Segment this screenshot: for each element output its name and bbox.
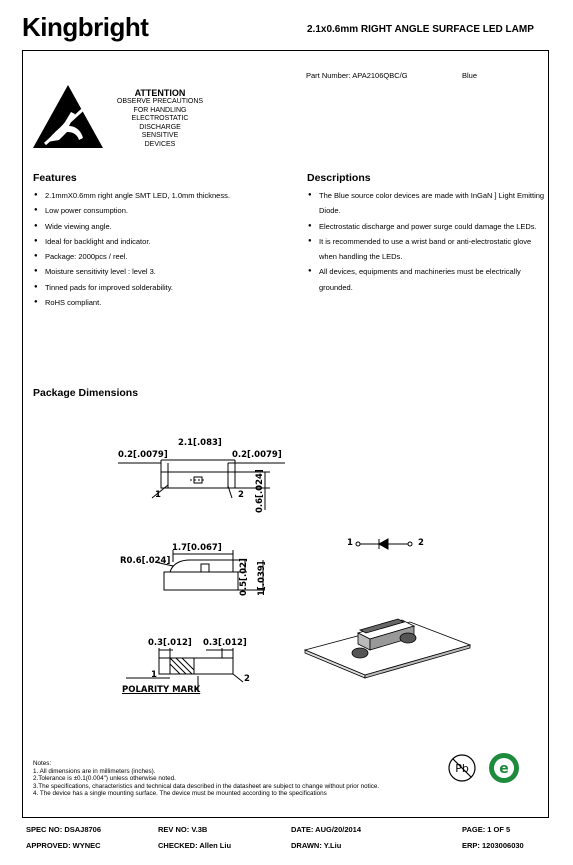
attention-title: ATTENTION xyxy=(134,88,186,98)
approved-by: APPROVED: WYNEC xyxy=(26,841,101,850)
attention-line: FOR HANDLING xyxy=(133,106,187,114)
isometric-view-drawing xyxy=(300,600,475,680)
dim-lens-width: 1.7[0.067] xyxy=(172,543,222,553)
spec-number: SPEC NO: DSAJ8706 xyxy=(26,825,102,834)
esd-warning-icon xyxy=(31,82,105,152)
list-item: ● RoHS compliant. xyxy=(33,295,293,310)
pin-2-label: 2 xyxy=(238,490,244,500)
part-number: Part Number: APA2106QBC/G xyxy=(306,71,408,80)
list-item: ● The Blue source color devices are made with InGaN ] Light Emitting Diode. xyxy=(307,188,547,219)
notes-heading: Notes: xyxy=(33,760,52,767)
drawn-by: DRAWN: Y.Liu xyxy=(291,841,342,850)
dim-total-height: 1[.039] xyxy=(257,561,267,596)
list-item: ● Package: 2000pcs / reel. xyxy=(33,249,293,264)
list-item: ● All devices, equipments and machineries must be electrically grounded. xyxy=(307,264,547,295)
package-heading: Package Dimensions xyxy=(33,387,139,399)
note-line: 3.The specifications, characteristics and technical data described in the datasheet are subject to change without prior notice. xyxy=(33,782,380,790)
dim-left-margin: 0.2[.0079] xyxy=(118,450,168,460)
brand-logo: Kingbright xyxy=(22,12,149,42)
list-item: ● Ideal for backlight and indicator. xyxy=(33,234,293,249)
notes-block xyxy=(33,760,379,798)
dim-lens-height: 0.5[.02] xyxy=(239,558,249,596)
part-color: Blue xyxy=(462,71,478,80)
rohs-icon xyxy=(487,751,521,785)
dim-width-top: 2.1[.083] xyxy=(178,438,222,448)
erp-number: ERP: 1203006030 xyxy=(462,841,524,850)
dim-pad-left: 0.3[.012] xyxy=(148,638,192,648)
features-heading: Features xyxy=(33,172,77,184)
list-item: ● Low power consumption. xyxy=(33,203,293,218)
dim-radius: R0.6[.024] xyxy=(120,556,171,566)
dim-pad-right: 0.3[.012] xyxy=(203,638,247,648)
dim-right-margin: 0.2[.0079] xyxy=(232,450,282,460)
list-item: ● It is recommended to use a wrist band or anti-electrostatic glove when handling the LEDs. xyxy=(307,234,547,265)
page-indicator: PAGE: 1 OF 5 xyxy=(462,825,511,834)
list-item: ● 2.1mmX0.6mm right angle SMT LED, 1.0mm thickness. xyxy=(33,188,293,203)
list-item: ● Electrostatic discharge and power surge could damage the LEDs. xyxy=(307,219,547,234)
schematic-pin-2: 2 xyxy=(418,538,424,548)
list-item: ● Tinned pads for improved solderability. xyxy=(33,280,293,295)
document-title: 2.1x0.6mm RIGHT ANGLE SURFACE LED LAMP xyxy=(307,24,534,35)
checked-by: CHECKED: Allen Liu xyxy=(158,841,232,850)
attention-line: SENSITIVE xyxy=(141,132,179,140)
attention-line: OBSERVE PRECAUTIONS xyxy=(116,98,204,105)
note-line: 1. All dimensions are in millimeters (inches). xyxy=(33,767,156,775)
list-item: ● Moisture sensitivity level : level 3. xyxy=(33,264,293,279)
bottom-pin-2-label: 2 xyxy=(244,674,250,684)
rohs-text: e xyxy=(499,761,509,777)
attention-line: DISCHARGE xyxy=(139,123,181,131)
lead-free-icon xyxy=(446,752,478,784)
note-line: 2.Tolerance is ±0.1(0.004") unless otherwise noted. xyxy=(33,775,176,783)
features-list xyxy=(33,188,293,310)
schematic-pin-1: 1 xyxy=(347,538,353,548)
document-date: DATE: AUG/20/2014 xyxy=(291,825,362,834)
revision-number: REV NO: V.3B xyxy=(158,825,208,834)
attention-line: DEVICES xyxy=(144,140,176,148)
note-line: 4. The device has a single mounting surface. The device must be mounted according to the specifications xyxy=(33,790,327,798)
bottom-pin-1-label: 1 xyxy=(151,670,157,680)
polarity-mark-label: POLARITY MARK xyxy=(122,685,201,695)
pin-1-label: 1 xyxy=(155,490,161,500)
list-item: ● Wide viewing angle. xyxy=(33,219,293,234)
attention-text xyxy=(108,98,212,150)
dim-height-side: 0.6[.024] xyxy=(255,469,265,513)
descriptions-list xyxy=(307,188,547,295)
lead-free-text: Pb xyxy=(455,762,469,775)
descriptions-heading: Descriptions xyxy=(307,172,371,184)
attention-line: ELECTROSTATIC xyxy=(131,115,189,123)
